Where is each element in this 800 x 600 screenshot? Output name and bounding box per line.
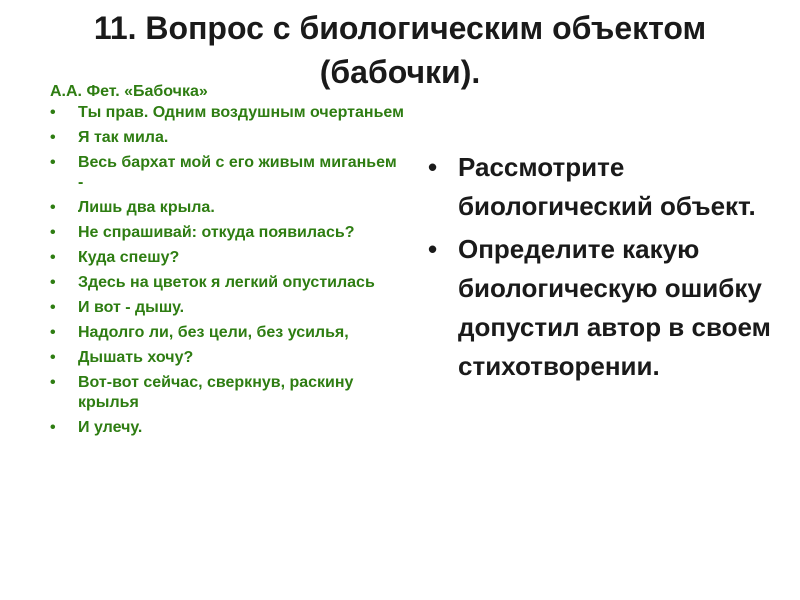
poem-line	[44, 153, 404, 193]
task-item-text: Определите какую биологическую ошибку допустил автор в своем стихотворении.	[458, 234, 771, 381]
poem-section	[44, 82, 404, 443]
poem-line-text: И вот - дышу.	[78, 299, 185, 316]
poem-line	[44, 418, 404, 438]
bullet-icon: •	[50, 349, 56, 366]
poem-line	[44, 348, 404, 368]
poem-line-text: Дышать хочу?	[78, 349, 194, 366]
bullet-icon: •	[50, 299, 56, 316]
poem-line-text: И улечу.	[78, 419, 143, 436]
bullet-icon: •	[50, 199, 56, 216]
poem-line-text: Ты прав. Одним воздушным очертаньем	[78, 104, 404, 121]
poem-line-text: Весь бархат мой с его живым миганьем -	[78, 154, 397, 191]
poem-line-text: Куда спешу?	[78, 249, 180, 266]
task-item-text: Рассмотрите биологический объект.	[458, 152, 756, 221]
poem-line	[44, 373, 404, 413]
poem-line	[44, 248, 404, 268]
poem-line	[44, 198, 404, 218]
poem-line-text: Надолго ли, без цели, без усилья,	[78, 324, 349, 341]
bullet-icon: •	[50, 154, 56, 171]
bullet-icon: •	[428, 152, 438, 182]
poem-line	[44, 128, 404, 148]
task-item	[428, 230, 773, 386]
poem-line	[44, 103, 404, 123]
bullet-icon: •	[50, 104, 56, 121]
poem-heading: А.А. Фет. «Бабочка»	[50, 83, 208, 100]
poem-line	[44, 273, 404, 293]
slide-title: 11. Вопрос с биологическим объектом (бабочки).	[93, 10, 707, 90]
poem-line	[44, 223, 404, 243]
bullet-icon: •	[50, 419, 56, 436]
bullet-icon: •	[428, 234, 438, 264]
bullet-icon: •	[50, 224, 56, 241]
bullet-icon: •	[50, 249, 56, 266]
bullet-icon: •	[50, 324, 56, 341]
poem-line-text: Здесь на цветок я легкий опустилась	[78, 274, 375, 291]
task-list	[428, 148, 773, 386]
bullet-icon: •	[50, 129, 56, 146]
poem-line	[44, 298, 404, 318]
poem-line-text: Вот-вот сейчас, сверкнув, раскину крылья	[78, 374, 354, 411]
poem-line	[44, 323, 404, 343]
poem-lines	[44, 103, 404, 438]
poem-line-text: Не спрашивай: откуда появилась?	[78, 224, 355, 241]
task-section	[428, 148, 773, 390]
poem-line-text: Лишь два крыла.	[78, 199, 215, 216]
poem-line-text: Я так мила.	[78, 129, 169, 146]
task-item	[428, 148, 773, 226]
bullet-icon: •	[50, 274, 56, 291]
bullet-icon: •	[50, 374, 56, 391]
